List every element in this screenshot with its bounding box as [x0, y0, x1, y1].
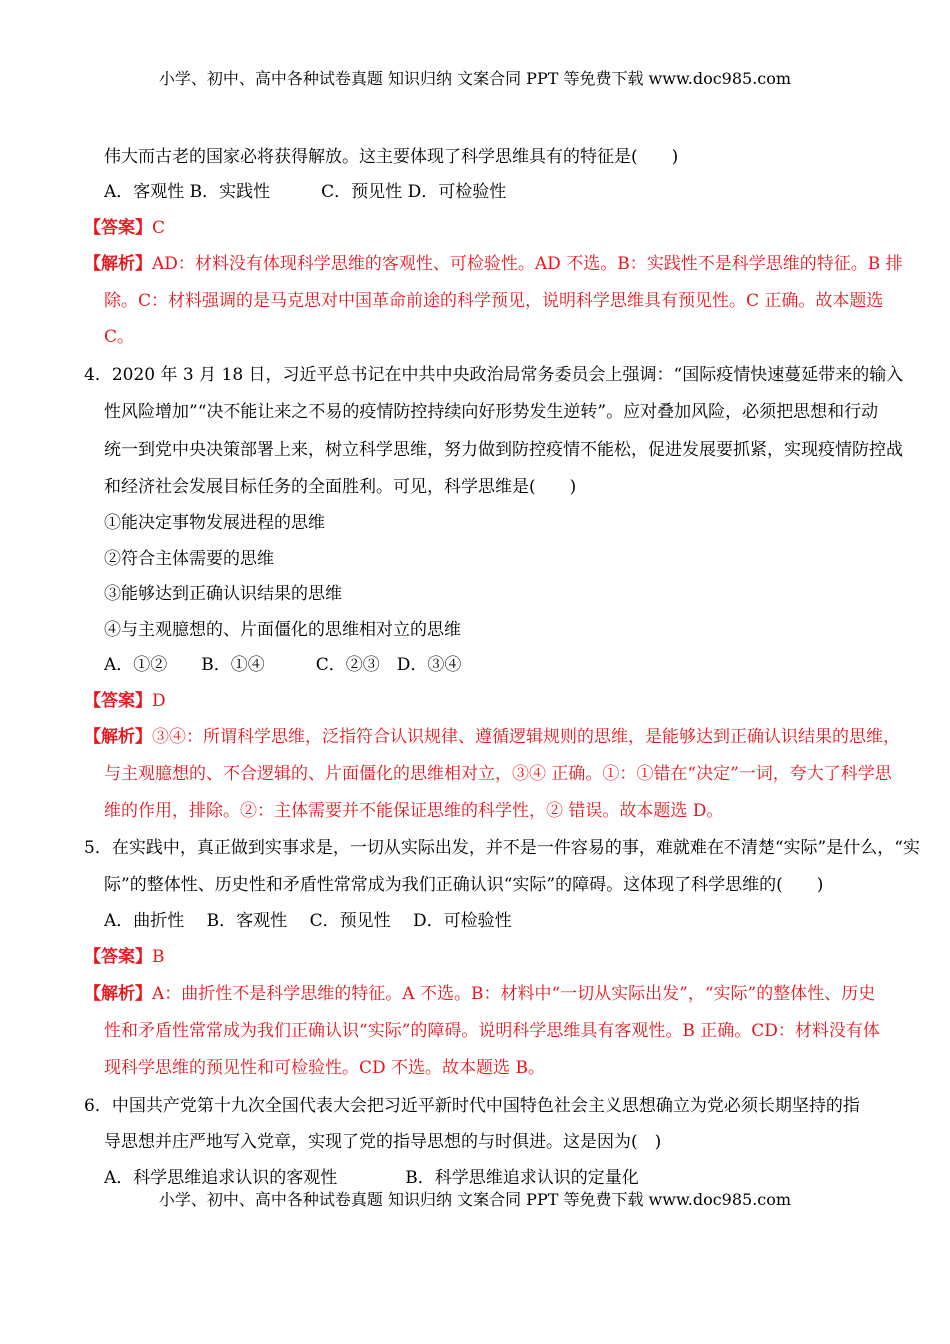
q3-analysis — [84, 253, 903, 275]
q4-stem-line-1: 4．2020 年 3 月 18 日，习近平总书记在中共中央政治局常务委员会上强调：“国际疫情快速蔓延带来的输入 — [84, 365, 904, 385]
analysis-line: ③④：所谓科学思维，泛指符合认识规律、遵循逻辑规则的思维，是能够达到正确认识结果的思维， — [152, 727, 900, 747]
q4-stem-line-2: 性风险增加”“决不能让来之不易的疫情防控持续向好形势发生逆转”。应对叠加风险，必须把思想和行动 — [104, 402, 879, 422]
analysis-line: AD：材料没有体现科学思维的客观性、可检验性。AD 不选。B：实践性不是科学思维的特征。B 排 — [152, 254, 903, 274]
analysis-tag: 【解析】 — [84, 984, 152, 1004]
q4-item-2: ②符合主体需要的思维 — [104, 549, 274, 569]
q5-analysis-line-2: 性和矛盾性常常成为我们正确认识“实际”的障碍。说明科学思维具有客观性。B 正确。CD：材料没有体 — [104, 1021, 880, 1041]
q5-analysis — [84, 983, 875, 1005]
q4-item-3: ③能够达到正确认识结果的思维 — [104, 584, 342, 604]
q5-stem-line-1: 5．在实践中，真正做到实事求是，一切从实际出发，并不是一件容易的事，难就难在不清楚“实际”是什么，“实 — [84, 838, 920, 858]
answer-value: B — [152, 947, 165, 967]
q5-analysis-line-3: 现科学思维的预见性和可检验性。CD 不选。故本题选 B。 — [104, 1058, 545, 1078]
analysis-line: A：曲折性不是科学思维的特征。A 不选。B：材料中“一切从实际出发”，“实际”的整体性、历史 — [152, 984, 876, 1004]
q3-analysis-line-2: 除。C：材料强调的是马克思对中国革命前途的科学预见，说明科学思维具有预见性。C 正确。故本题选 — [104, 291, 884, 311]
answer-tag: 【答案】 — [84, 218, 152, 238]
answer-tag: 【答案】 — [84, 947, 152, 967]
q4-answer — [84, 690, 166, 712]
analysis-tag: 【解析】 — [84, 727, 152, 747]
q6-stem-line-2: 导思想并庄严地写入党章，实现了党的指导思想的与时俱进。这是因为( ) — [104, 1132, 662, 1152]
q3-options: A．客观性 B．实践性 C．预见性 D．可检验性 — [104, 182, 507, 202]
q6-options: A．科学思维追求认识的客观性 B．科学思维追求认识的定量化 — [104, 1168, 639, 1188]
q3-stem: 伟大而古老的国家必将获得解放。这主要体现了科学思维具有的特征是( ) — [104, 147, 679, 167]
q4-analysis-line-3: 维的作用，排除。②：主体需要并不能保证思维的科学性，② 错误。故本题选 D。 — [104, 801, 724, 821]
page-header: 小学、初中、高中各种试卷真题 知识归纳 文案合同 PPT 等免费下载 www.doc985.com — [158, 69, 792, 88]
analysis-tag: 【解析】 — [84, 254, 152, 274]
q4-item-1: ①能决定事物发展进程的思维 — [104, 513, 325, 533]
q4-stem-line-4: 和经济社会发展目标任务的全面胜利。可见，科学思维是( ) — [104, 477, 577, 497]
answer-value: D — [152, 691, 166, 711]
q4-analysis-line-2: 与主观臆想的、不合逻辑的、片面僵化的思维相对立，③④ 正确。①：①错在“决定”一词，夸大了科学思 — [104, 764, 892, 784]
q3-analysis-line-3: C。 — [104, 327, 135, 347]
q5-options: A．曲折性 B．客观性 C．预见性 D．可检验性 — [104, 911, 512, 931]
q6-stem-line-1: 6．中国共产党第十九次全国代表大会把习近平新时代中国特色社会主义思想确立为党必须长期坚持的指 — [84, 1096, 860, 1116]
answer-value: C — [152, 218, 166, 238]
q4-stem-line-3: 统一到党中央决策部署上来，树立科学思维，努力做到防控疫情不能松，促进发展要抓紧，实现疫情防控战 — [104, 440, 903, 460]
q4-analysis — [84, 726, 900, 748]
answer-tag: 【答案】 — [84, 691, 152, 711]
page-footer: 小学、初中、高中各种试卷真题 知识归纳 文案合同 PPT 等免费下载 www.doc985.com — [158, 1190, 792, 1209]
q4-item-4: ④与主观臆想的、片面僵化的思维相对立的思维 — [104, 620, 461, 640]
q5-stem-line-2: 际”的整体性、历史性和矛盾性常常成为我们正确认识“实际”的障碍。这体现了科学思维的( ) — [104, 875, 824, 895]
q5-answer — [84, 946, 165, 968]
q4-options: A．①② B．①④ C．②③ D．③④ — [104, 655, 462, 675]
q3-answer — [84, 217, 165, 239]
